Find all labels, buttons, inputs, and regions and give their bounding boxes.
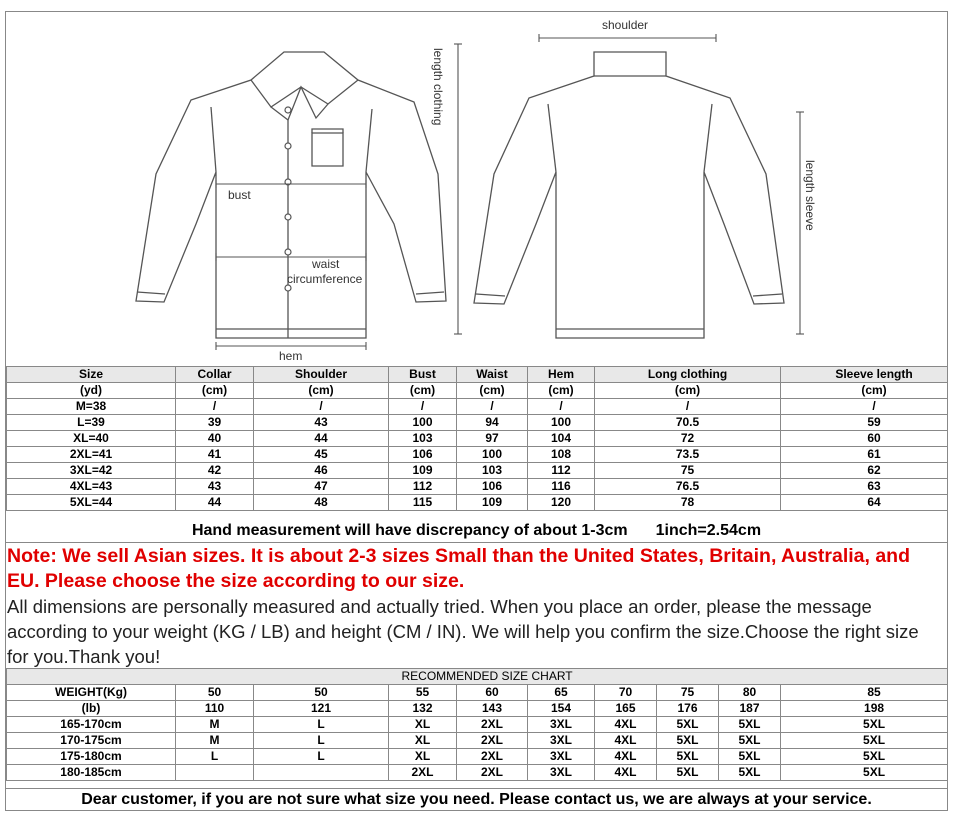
- shirt-measurement-diagram: [6, 12, 947, 366]
- button: [285, 214, 291, 220]
- table-cell: 5XL=44: [7, 495, 176, 511]
- table-row: [7, 749, 949, 765]
- table-cell: 78: [595, 495, 781, 511]
- table-cell: 4XL=43: [7, 479, 176, 495]
- table-row: [7, 495, 949, 511]
- table-cell: 50: [176, 685, 254, 701]
- inch-conversion: 1inch=2.54cm: [655, 522, 762, 539]
- table-cell: /: [528, 399, 595, 415]
- table-cell: 60: [781, 431, 949, 447]
- table-cell: Size: [7, 367, 176, 383]
- table-cell: 48: [254, 495, 389, 511]
- table-cell: 62: [781, 463, 949, 479]
- table-cell: 100: [389, 415, 457, 431]
- table-cell: (cm): [781, 383, 949, 399]
- table-cell: 41: [176, 447, 254, 463]
- table-cell: 3XL: [528, 765, 595, 781]
- table-row: [7, 701, 949, 717]
- table-cell: 110: [176, 701, 254, 717]
- table-cell: [176, 765, 254, 781]
- measurement-info-text: All dimensions are personally measured and actually tried. When you place an order, please the message according to your weight (KG / LB) and height (CM / IN). We will help you confirm the size.Choose the right size for you.Thank you!: [7, 596, 919, 667]
- table-cell: 44: [176, 495, 254, 511]
- table-cell: 5XL: [657, 733, 719, 749]
- label-hem: hem: [279, 349, 303, 363]
- size-measurement-table: [6, 366, 948, 511]
- table-cell: 63: [781, 479, 949, 495]
- table-cell: 43: [176, 479, 254, 495]
- table-cell: XL: [389, 749, 457, 765]
- table-cell: 5XL: [781, 749, 949, 765]
- label-shoulder: shoulder: [602, 18, 649, 32]
- customer-service-footer: Dear customer, if you are not sure what size you need. Please contact us, we are always at your service.: [6, 788, 947, 811]
- table-cell: 4XL: [595, 749, 657, 765]
- table-cell: 97: [457, 431, 528, 447]
- table-cell: /: [176, 399, 254, 415]
- label-bust: bust: [228, 188, 251, 202]
- table-cell: 76.5: [595, 479, 781, 495]
- table-cell: 70.5: [595, 415, 781, 431]
- table-cell: 165: [595, 701, 657, 717]
- table-row: [7, 685, 949, 701]
- table-cell: 115: [389, 495, 457, 511]
- table-cell: 106: [389, 447, 457, 463]
- table-cell: 45: [254, 447, 389, 463]
- table-cell: 2XL: [457, 733, 528, 749]
- table-cell: Collar: [176, 367, 254, 383]
- table-row: [7, 431, 949, 447]
- table-cell: Bust: [389, 367, 457, 383]
- table-row: [7, 765, 949, 781]
- size-guide-sheet: [5, 11, 948, 811]
- table-cell: 47: [254, 479, 389, 495]
- table-cell: 2XL=41: [7, 447, 176, 463]
- table-cell: 106: [457, 479, 528, 495]
- table-cell: 109: [389, 463, 457, 479]
- table-cell: (yd): [7, 383, 176, 399]
- table-cell: 109: [457, 495, 528, 511]
- table-cell: 4XL: [595, 765, 657, 781]
- label-waist: waist: [312, 257, 340, 271]
- table-cell: 85: [781, 685, 949, 701]
- table-cell: /: [254, 399, 389, 415]
- table-cell: (cm): [595, 383, 781, 399]
- table-cell: L: [254, 733, 389, 749]
- table-cell: 59: [781, 415, 949, 431]
- table-cell: Hem: [528, 367, 595, 383]
- table-cell: 132: [389, 701, 457, 717]
- table-cell: 70: [595, 685, 657, 701]
- table-cell: M: [176, 733, 254, 749]
- table-cell: 50: [254, 685, 389, 701]
- table-cell: 5XL: [657, 749, 719, 765]
- front-pocket: [312, 133, 343, 166]
- table-cell: XL: [389, 733, 457, 749]
- table-cell: (cm): [176, 383, 254, 399]
- table-cell: 5XL: [719, 733, 781, 749]
- table-cell: (cm): [457, 383, 528, 399]
- table-cell: M: [176, 717, 254, 733]
- table-cell: 3XL: [528, 733, 595, 749]
- table-cell: 180-185cm: [7, 765, 176, 781]
- table-cell: 42: [176, 463, 254, 479]
- table-cell: 5XL: [657, 717, 719, 733]
- table-cell: L: [176, 749, 254, 765]
- back-shirt-outline: [474, 52, 784, 338]
- asian-size-note: Note: We sell Asian sizes. It is about 2-3 sizes Small than the United States, Britain, Australia, and EU. Please choose the size according to our size.: [7, 545, 911, 592]
- table-cell: 5XL: [719, 765, 781, 781]
- table-cell: 80: [719, 685, 781, 701]
- table-cell: 100: [528, 415, 595, 431]
- table-cell: 154: [528, 701, 595, 717]
- table-cell: Waist: [457, 367, 528, 383]
- table-cell: (cm): [254, 383, 389, 399]
- table-cell: 2XL: [389, 765, 457, 781]
- table-row: [7, 733, 949, 749]
- table-cell: 100: [457, 447, 528, 463]
- table-cell: 121: [254, 701, 389, 717]
- table-cell: 5XL: [657, 765, 719, 781]
- table-cell: 103: [457, 463, 528, 479]
- table-cell: 3XL=42: [7, 463, 176, 479]
- table-cell: 4XL: [595, 733, 657, 749]
- recommended-chart-title: RECOMMENDED SIZE CHART: [7, 669, 949, 685]
- table-cell: 2XL: [457, 765, 528, 781]
- table-cell: 65: [528, 685, 595, 701]
- table-cell: 5XL: [719, 717, 781, 733]
- front-shirt-outline: [136, 52, 446, 338]
- table-cell: (cm): [389, 383, 457, 399]
- table-cell: XL=40: [7, 431, 176, 447]
- measurement-discrepancy-note: [6, 520, 947, 543]
- table-cell: [254, 765, 389, 781]
- table-cell: 73.5: [595, 447, 781, 463]
- table-cell: 175-180cm: [7, 749, 176, 765]
- table-row: [7, 479, 949, 495]
- table-cell: 72: [595, 431, 781, 447]
- table-cell: L: [254, 717, 389, 733]
- table-cell: 43: [254, 415, 389, 431]
- table-cell: 39: [176, 415, 254, 431]
- table-cell: /: [595, 399, 781, 415]
- table-row: [7, 717, 949, 733]
- table-cell: Shoulder: [254, 367, 389, 383]
- table-cell: /: [389, 399, 457, 415]
- table-cell: 64: [781, 495, 949, 511]
- table-cell: 61: [781, 447, 949, 463]
- table-cell: (cm): [528, 383, 595, 399]
- table-cell: 120: [528, 495, 595, 511]
- table-cell: 75: [595, 463, 781, 479]
- table-row: [7, 447, 949, 463]
- table-cell: 2XL: [457, 749, 528, 765]
- table-cell: 40: [176, 431, 254, 447]
- table-cell: 2XL: [457, 717, 528, 733]
- table-cell: 3XL: [528, 717, 595, 733]
- table-cell: 112: [528, 463, 595, 479]
- table-cell: 5XL: [781, 733, 949, 749]
- table-row: [7, 415, 949, 431]
- table-cell: 103: [389, 431, 457, 447]
- label-circumference: circumference: [287, 272, 363, 286]
- label-length-clothing: length clothing: [431, 48, 445, 126]
- button: [285, 107, 291, 113]
- table-cell: XL: [389, 717, 457, 733]
- table-cell: 44: [254, 431, 389, 447]
- table-cell: 55: [389, 685, 457, 701]
- table-cell: 108: [528, 447, 595, 463]
- table-cell: M=38: [7, 399, 176, 415]
- discrepancy-text: Hand measurement will have discrepancy of about 1-3cm: [191, 522, 628, 539]
- table-cell: 94: [457, 415, 528, 431]
- table-cell: 5XL: [781, 765, 949, 781]
- table-cell: /: [781, 399, 949, 415]
- table-cell: 60: [457, 685, 528, 701]
- table-cell: L=39: [7, 415, 176, 431]
- size-table-units: [7, 383, 949, 399]
- table-cell: 165-170cm: [7, 717, 176, 733]
- table-cell: 112: [389, 479, 457, 495]
- button: [285, 143, 291, 149]
- table-cell: 143: [457, 701, 528, 717]
- table-cell: 170-175cm: [7, 733, 176, 749]
- table-cell: 3XL: [528, 749, 595, 765]
- table-cell: 104: [528, 431, 595, 447]
- table-cell: L: [254, 749, 389, 765]
- table-cell: 4XL: [595, 717, 657, 733]
- table-cell: /: [457, 399, 528, 415]
- recommended-size-chart: [6, 668, 948, 781]
- button: [285, 249, 291, 255]
- table-cell: 75: [657, 685, 719, 701]
- table-cell: 198: [781, 701, 949, 717]
- table-cell: 5XL: [719, 749, 781, 765]
- table-cell: (lb): [7, 701, 176, 717]
- table-cell: Sleeve length: [781, 367, 949, 383]
- table-cell: 46: [254, 463, 389, 479]
- table-cell: 187: [719, 701, 781, 717]
- table-cell: 5XL: [781, 717, 949, 733]
- table-cell: 176: [657, 701, 719, 717]
- table-row: [7, 463, 949, 479]
- size-table-header: [7, 367, 949, 383]
- table-cell: Long clothing: [595, 367, 781, 383]
- table-row: [7, 399, 949, 415]
- label-length-sleeve: length sleeve: [803, 160, 817, 231]
- table-cell: 116: [528, 479, 595, 495]
- table-cell: WEIGHT(Kg): [7, 685, 176, 701]
